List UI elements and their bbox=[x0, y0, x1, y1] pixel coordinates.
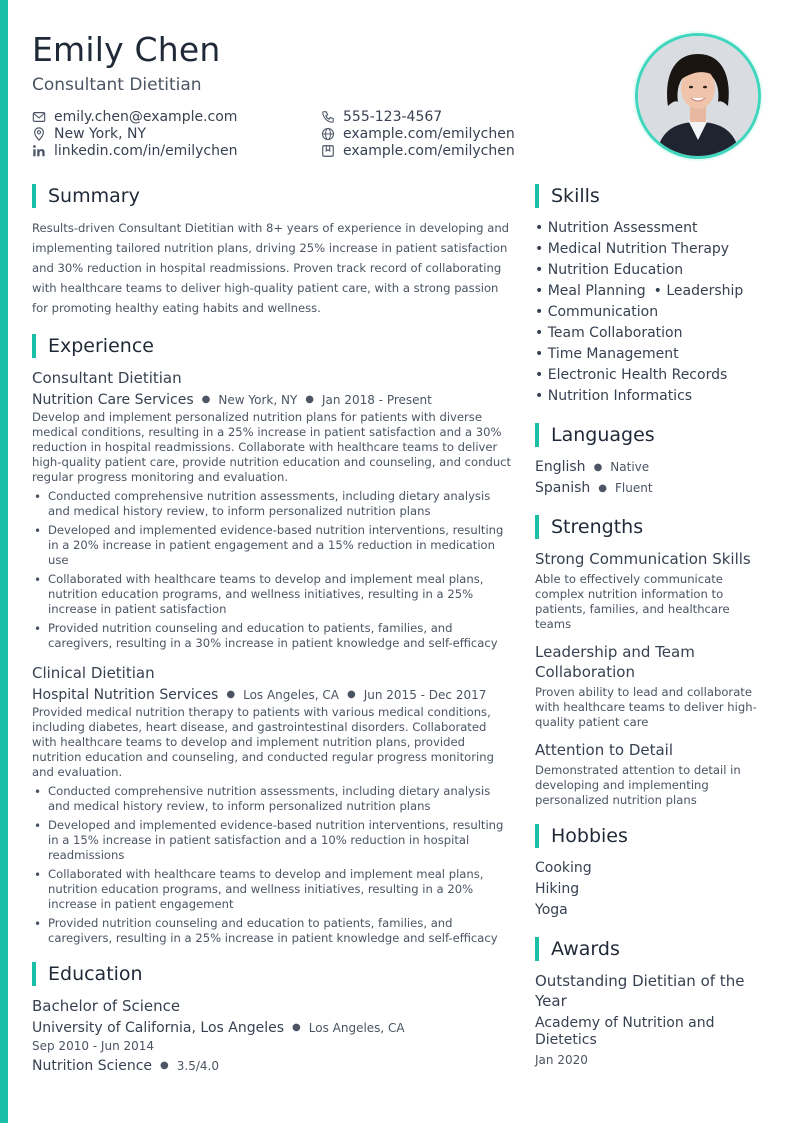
candidate-name: Emily Chen bbox=[32, 30, 221, 69]
job-location: New York, NY bbox=[218, 393, 298, 407]
section-title: Summary bbox=[48, 185, 140, 207]
skills-list bbox=[535, 218, 765, 407]
strength-title: Attention to Detail bbox=[535, 741, 674, 759]
edu-field: Nutrition Science bbox=[32, 1058, 153, 1074]
profile-photo bbox=[635, 33, 761, 159]
heading-accent bbox=[535, 824, 539, 848]
language-item bbox=[535, 457, 765, 478]
mail-icon bbox=[32, 110, 46, 124]
skill-item: • Nutrition Informatics bbox=[535, 386, 757, 407]
separator-dot: ● bbox=[160, 1060, 169, 1071]
phone-icon bbox=[321, 110, 335, 124]
job-company: Nutrition Care Services bbox=[32, 392, 194, 408]
skill-item: • Medical Nutrition Therapy bbox=[535, 239, 757, 260]
candidate-title: Consultant Dietitian bbox=[32, 75, 202, 95]
job-description: Develop and implement personalized nutrition plans for patients with diverse medical conditions, resulting in a 25% increase in patient satisfaction and a 30% reduction in hospital readmissions. Collaborate with healthcare teams to deliver high-quality patient care, provide nutrition education and counseling, and conduct regular progress monitoring and evaluation. bbox=[32, 410, 512, 484]
strengths-heading bbox=[535, 515, 765, 539]
phone-text: 555-123-4567 bbox=[343, 108, 443, 125]
edu-school: University of California, Los Angeles bbox=[32, 1020, 285, 1036]
contact-email[interactable] bbox=[32, 108, 321, 125]
summary-section bbox=[32, 184, 512, 318]
job-title: Clinical Dietitian bbox=[32, 664, 155, 682]
language-level: Fluent bbox=[615, 481, 653, 495]
contact-portfolio[interactable] bbox=[321, 142, 552, 159]
summary-text: Results-driven Consultant Dietitian with 8+ years of experience in developing and implementing tailored nutrition plans, driving 25% increase in patient satisfaction and 30% reduction in hospital readmissions. Proven track record of collaborating with healthcare teams to deliver high-quality patient care, with a strong passion for promoting healthy eating habits and wellness. bbox=[32, 221, 510, 315]
contact-list bbox=[32, 108, 552, 159]
accent-bar bbox=[0, 0, 8, 1123]
languages-heading bbox=[535, 423, 765, 447]
strength-item bbox=[535, 740, 765, 808]
map-pin-icon bbox=[32, 127, 46, 141]
hobby-item: Hiking bbox=[535, 881, 580, 897]
job-title: Consultant Dietitian bbox=[32, 369, 182, 387]
skills-heading bbox=[535, 184, 765, 208]
linkedin-text: linkedin.com/in/emilychen bbox=[54, 142, 238, 159]
separator-dot: ● bbox=[346, 689, 356, 700]
section-title: Skills bbox=[551, 185, 600, 207]
linkedin-icon bbox=[32, 144, 46, 158]
job-description: Provided medical nutrition therapy to patients with various medical conditions, including diabetes, heart disease, and gastrointestinal disorders. Collaborated with healthcare teams to develop and implement nutrition plans, provided nutrition education and counseling, and conducted regular progress monitoring and evaluation. bbox=[32, 705, 494, 779]
award-org: Academy of Nutrition and Dietetics bbox=[535, 1015, 715, 1048]
job-location: Los Angeles, CA bbox=[243, 688, 339, 702]
job-dates: Jun 2015 - Dec 2017 bbox=[363, 688, 487, 702]
contact-website[interactable] bbox=[321, 125, 552, 142]
summary-heading bbox=[32, 184, 512, 208]
edu-location: Los Angeles, CA bbox=[308, 1021, 405, 1035]
section-title: Awards bbox=[551, 938, 620, 960]
hobby-item: Cooking bbox=[535, 860, 592, 876]
hobby-item: Yoga bbox=[535, 902, 568, 918]
job-company: Hospital Nutrition Services bbox=[32, 687, 219, 703]
skill-item: • Leadership bbox=[654, 281, 744, 302]
heading-accent bbox=[535, 937, 539, 961]
award-date: Jan 2020 bbox=[535, 1053, 588, 1067]
job-entry bbox=[32, 368, 512, 651]
heading-accent bbox=[32, 334, 36, 358]
avatar bbox=[638, 36, 758, 156]
edu-field-line bbox=[32, 1057, 512, 1075]
strength-title: Strong Communication Skills bbox=[535, 550, 751, 568]
experience-section bbox=[32, 334, 512, 946]
skill-item: • Nutrition Education bbox=[535, 260, 757, 281]
skill-item: • Team Collaboration bbox=[535, 323, 757, 344]
heading-accent bbox=[32, 962, 36, 986]
skill-item: • Nutrition Assessment bbox=[535, 218, 757, 239]
heading-accent bbox=[535, 184, 539, 208]
strength-title: Leadership and Team Collaboration bbox=[535, 643, 695, 681]
job-meta bbox=[32, 391, 512, 409]
strength-text: Demonstrated attention to detail in developing and implementing personalized nutrition plans bbox=[535, 763, 741, 807]
section-title: Experience bbox=[48, 335, 154, 357]
left-column bbox=[32, 184, 512, 1091]
heading-accent bbox=[32, 184, 36, 208]
edu-degree: Bachelor of Science bbox=[32, 997, 181, 1015]
job-dates: Jan 2018 - Present bbox=[322, 393, 432, 407]
heading-accent bbox=[535, 515, 539, 539]
strength-text: Proven ability to lead and collaborate with healthcare teams to deliver high-quality patient care bbox=[535, 685, 757, 729]
list-item: • Provided nutrition counseling and education to patients, families, and caregivers, resulting in a 30% increase in patient knowledge and self-efficacy bbox=[32, 621, 512, 651]
separator-dot: ● bbox=[292, 1022, 301, 1033]
list-item: • Collaborated with healthcare teams to develop and implement meal plans, nutrition education programs, and wellness initiatives, resulting in a 25% increase in patient satisfaction bbox=[32, 572, 512, 617]
language-level: Native bbox=[610, 460, 650, 474]
skill-item: • Electronic Health Records bbox=[535, 365, 757, 386]
skill-item: • Meal Planning bbox=[535, 281, 646, 302]
education-heading bbox=[32, 962, 512, 986]
list-item: • Developed and implemented evidence-based nutrition interventions, resulting in a 15% increase in patient satisfaction and a 10% reduction in hospital readmissions bbox=[32, 818, 512, 863]
right-column bbox=[535, 184, 765, 1084]
section-title: Strengths bbox=[551, 516, 644, 538]
edu-dates: Sep 2010 - Jun 2014 bbox=[32, 1039, 155, 1053]
section-title: Languages bbox=[551, 424, 655, 446]
section-title: Education bbox=[48, 963, 143, 985]
awards-section bbox=[535, 937, 765, 1068]
resume-header bbox=[32, 30, 632, 96]
strengths-section bbox=[535, 515, 765, 808]
education-section bbox=[32, 962, 512, 1075]
hobbies-heading bbox=[535, 824, 765, 848]
job-entry bbox=[32, 663, 512, 946]
portfolio-text: example.com/emilychen bbox=[343, 142, 515, 159]
contact-phone[interactable] bbox=[321, 108, 552, 125]
skills-section bbox=[535, 184, 765, 407]
separator-dot: ● bbox=[226, 689, 236, 700]
experience-heading bbox=[32, 334, 512, 358]
separator-dot: ● bbox=[593, 462, 603, 473]
job-bullets bbox=[32, 489, 512, 651]
globe-icon bbox=[321, 127, 335, 141]
contact-linkedin[interactable] bbox=[32, 142, 321, 159]
list-item: • Developed and implemented evidence-based nutrition interventions, resulting in a 20% increase in patient engagement and a 15% reduction in medication use bbox=[32, 523, 512, 568]
list-item: • Conducted comprehensive nutrition assessments, including dietary analysis and medical history review, to inform personalized nutrition plans bbox=[32, 489, 512, 519]
list-item: • Provided nutrition counseling and education to patients, families, and caregivers, resulting in a 25% increase in patient knowledge and self-efficacy bbox=[32, 916, 512, 946]
skill-item: • Communication bbox=[535, 302, 757, 323]
language-name: English bbox=[535, 459, 586, 475]
contact-location bbox=[32, 125, 321, 142]
list-item: • Collaborated with healthcare teams to develop and implement meal plans, nutrition education programs, and wellness initiatives, resulting in a 20% increase in patient engagement bbox=[32, 867, 512, 912]
edu-school-line bbox=[32, 1019, 512, 1037]
website-text: example.com/emilychen bbox=[343, 125, 515, 142]
heading-accent bbox=[535, 423, 539, 447]
bookmark-icon bbox=[321, 144, 335, 158]
strength-text: Able to effectively communicate complex nutrition information to patients, families, and healthcare teams bbox=[535, 572, 730, 631]
strength-item bbox=[535, 549, 765, 632]
location-text: New York, NY bbox=[54, 125, 147, 142]
awards-heading bbox=[535, 937, 765, 961]
job-bullets bbox=[32, 784, 512, 946]
separator-dot: ● bbox=[201, 394, 211, 405]
languages-section bbox=[535, 423, 765, 499]
separator-dot: ● bbox=[305, 394, 315, 405]
list-item: • Conducted comprehensive nutrition assessments, including dietary analysis and medical history review, to inform personalized nutrition plans bbox=[32, 784, 512, 814]
separator-dot: ● bbox=[598, 483, 608, 494]
strength-item bbox=[535, 642, 765, 730]
edu-gpa: 3.5/4.0 bbox=[176, 1059, 219, 1073]
award-title: Outstanding Dietitian of the Year bbox=[535, 972, 745, 1010]
section-title: Hobbies bbox=[551, 825, 628, 847]
hobbies-section bbox=[535, 824, 765, 921]
skill-item: • Time Management bbox=[535, 344, 757, 365]
email-text: emily.chen@example.com bbox=[54, 108, 238, 125]
language-name: Spanish bbox=[535, 480, 591, 496]
job-meta bbox=[32, 686, 512, 704]
language-item bbox=[535, 478, 765, 499]
